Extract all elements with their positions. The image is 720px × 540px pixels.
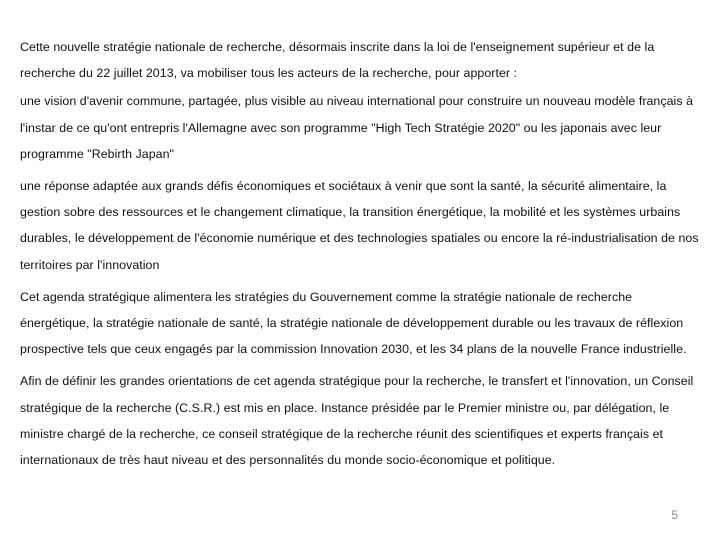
paragraph-council: Afin de définir les grandes orientations de cet agenda stratégique pour la recherche, le transfert et l'innovation, un Conseil stratégique de la recherche (C.S.R.) est mis en place. Instance présidée par le Premier ministre ou, par délégation, le ministre chargé de la recherche, ce conseil stratégique de la recherche réunit des scientifiques et experts français et internationaux de très haut niveau et des personnalités du monde socio-économique et politique. bbox=[20, 374, 694, 468]
page-number: 5 bbox=[671, 508, 678, 522]
paragraph-agenda: Cet agenda stratégique alimentera les stratégies du Gouvernement comme la stratégie nationale de recherche énergétique, la stratégie nationale de santé, la stratégie nationale de développement durable ou les travaux de réflexion prospective tels que ceux engagés par la commission Innovation 2030, et les 34 plans de la nouvelle France industrielle. bbox=[20, 289, 687, 357]
paragraph-response: une réponse adaptée aux grands défis économiques et sociétaux à venir que sont la santé, la sécurité alimentaire, la gestion sobre des ressources et le changement climatique, la transition énergétique, la mobilité et les systèmes urbains durables, le développement de l'économie numérique et des technologies spatiales ou encore la ré-industrialisation de nos territoires par l'innovation bbox=[20, 179, 699, 272]
paragraph-vision: une vision d'avenir commune, partagée, plus visible au niveau international pour construire un nouveau modèle français à l'instar de ce qu'ont entrepris l'Allemagne avec son programme "High Tech Stratégie 2020" ou les japonais avec leur programme "Rebirth Japan" bbox=[20, 94, 694, 161]
paragraph-intro: Cette nouvelle stratégie nationale de recherche, désormais inscrite dans la loi de l'enseignement supérieur et de la recherche du 22 juillet 2013, va mobiliser tous les acteurs de la recherche, pour apporter : bbox=[20, 40, 655, 81]
